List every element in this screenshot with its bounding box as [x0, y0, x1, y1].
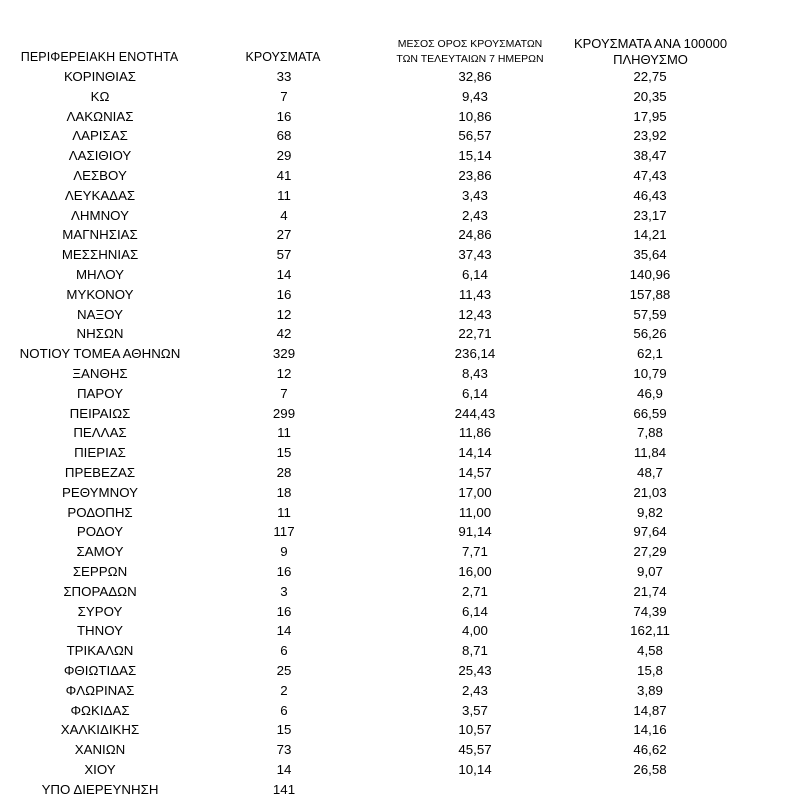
- cases-cell: 4: [280, 207, 288, 223]
- average-cell: 10,57: [458, 722, 492, 738]
- per-100000-cell: 9,82: [637, 504, 663, 520]
- per-100000-cell: 48,7: [637, 464, 663, 480]
- average-cell: 10,86: [458, 108, 492, 124]
- per-100000-cell: 23,92: [633, 128, 667, 144]
- table-row: [0, 266, 807, 286]
- cases-cell: 12: [276, 306, 292, 322]
- per-100000-cell: 56,26: [633, 326, 667, 342]
- average-cell: 6,14: [462, 385, 488, 401]
- column-header-region: ΠΕΡΙΦΕΡΕΙΑΚΗ ΕΝΟΤΗΤΑ: [20, 50, 179, 64]
- region-cell: ΚΩ: [90, 88, 110, 104]
- table-row: [0, 127, 807, 147]
- table-row: [0, 563, 807, 583]
- average-cell: 25,43: [458, 662, 492, 678]
- per-100000-cell: 66,59: [633, 405, 667, 421]
- region-cell: ΠΕΛΛΑΣ: [73, 425, 127, 441]
- cases-cell: 12: [276, 365, 292, 381]
- cases-cell: 6: [280, 702, 288, 718]
- average-cell: 45,57: [458, 742, 492, 758]
- region-cell: ΦΛΩΡΙΝΑΣ: [65, 682, 135, 698]
- table-row: [0, 464, 807, 484]
- region-cell: ΦΘΙΩΤΙΔΑΣ: [63, 662, 137, 678]
- cases-cell: 28: [276, 464, 292, 480]
- average-cell: 56,57: [458, 128, 492, 144]
- average-cell: 2,43: [462, 207, 488, 223]
- cases-cell: 11: [277, 425, 291, 441]
- table-body: [0, 68, 807, 800]
- average-cell: 23,86: [458, 167, 492, 183]
- cases-cell: 16: [276, 603, 292, 619]
- per-100000-cell: 46,43: [633, 187, 667, 203]
- column-header-cases: ΚΡΟΥΣΜΑΤΑ: [245, 50, 321, 64]
- average-cell: 4,00: [462, 623, 488, 639]
- region-cell: ΝΟΤΙΟΥ ΤΟΜΕΑ ΑΘΗΝΩΝ: [19, 346, 181, 362]
- region-cell: ΛΕΣΒΟΥ: [73, 167, 127, 183]
- per-100000-cell: 14,87: [633, 702, 667, 718]
- table-row: [0, 702, 807, 722]
- cases-cell: 15: [276, 722, 292, 738]
- per-100000-cell: 57,59: [633, 306, 667, 322]
- region-cell: ΠΙΕΡΙΑΣ: [74, 445, 126, 461]
- per-100000-cell: 157,88: [629, 286, 671, 302]
- per-100000-cell: 46,62: [633, 742, 667, 758]
- cases-cell: 33: [276, 69, 292, 84]
- per-100000-cell: 97,64: [633, 524, 667, 540]
- table-row: [0, 68, 807, 88]
- per-100000-cell: 7,88: [637, 425, 663, 441]
- region-cell: ΧΑΝΙΩΝ: [74, 742, 126, 758]
- column-header-per-100000-line2: ΠΛΗΘΥΣΜΟ: [613, 52, 688, 67]
- cases-cell: 14: [276, 266, 292, 282]
- table-header: [0, 0, 807, 68]
- per-100000-cell: 74,39: [633, 603, 667, 619]
- table-row: [0, 543, 807, 563]
- region-cell: ΜΑΓΝΗΣΙΑΣ: [62, 227, 138, 243]
- cases-cell: 117: [273, 524, 295, 540]
- average-cell: 14,57: [458, 464, 492, 480]
- column-header-7day-average: [375, 37, 565, 67]
- region-cell: ΞΑΝΘΗΣ: [72, 365, 128, 381]
- per-100000-cell: 26,58: [633, 761, 667, 777]
- cases-cell: 14: [276, 623, 292, 639]
- average-cell: 10,14: [458, 761, 492, 777]
- region-cell: ΛΗΜΝΟΥ: [71, 207, 129, 223]
- table-row: [0, 88, 807, 108]
- per-100000-cell: 11,84: [633, 445, 667, 461]
- region-cell: ΜΥΚΟΝΟΥ: [66, 286, 134, 302]
- region-cell: ΧΙΟΥ: [84, 761, 116, 777]
- per-100000-cell: 22,75: [633, 69, 667, 84]
- table-row: [0, 306, 807, 326]
- average-cell: 17,00: [458, 484, 492, 500]
- cases-cell: 18: [276, 484, 292, 500]
- per-100000-cell: 140,96: [629, 266, 671, 282]
- region-cell: ΦΩΚΙΔΑΣ: [70, 702, 130, 718]
- table-row: [0, 147, 807, 167]
- average-cell: 7,71: [462, 544, 488, 560]
- region-cell: ΡΟΔΟΠΗΣ: [67, 504, 133, 520]
- table-row: [0, 444, 807, 464]
- average-cell: 6,14: [462, 603, 488, 619]
- cases-cell: 27: [276, 227, 292, 243]
- region-cell: ΡΕΘΥΜΝΟΥ: [62, 484, 138, 500]
- table-row: [0, 741, 807, 761]
- region-cell: ΣΠΟΡΑΔΩΝ: [63, 583, 137, 599]
- cases-cell: 16: [276, 563, 292, 579]
- region-cell: ΜΕΣΣΗΝΙΑΣ: [61, 247, 139, 263]
- table-row: [0, 345, 807, 365]
- column-header-7day-average-line1: ΜΕΣΟΣ ΟΡΟΣ ΚΡΟΥΣΜΑΤΩΝ: [397, 38, 543, 50]
- region-cell: ΛΑΣΙΘΙΟΥ: [68, 148, 132, 164]
- table-row: [0, 207, 807, 227]
- table-row: [0, 108, 807, 128]
- region-cell: ΠΡΕΒΕΖΑΣ: [64, 464, 136, 480]
- average-cell: 3,43: [462, 187, 488, 203]
- per-100000-cell: 14,16: [633, 722, 667, 738]
- table-row: [0, 583, 807, 603]
- per-100000-cell: 10,79: [633, 365, 667, 381]
- region-cell: ΝΗΣΩΝ: [76, 326, 124, 342]
- table-row: [0, 385, 807, 405]
- column-header-per-100000-line1: ΚΡΟΥΣΜΑΤΑ ΑΝΑ 100000: [573, 36, 728, 51]
- table-row: [0, 504, 807, 524]
- cases-cell: 11: [277, 504, 291, 520]
- per-100000-cell: 38,47: [633, 148, 667, 164]
- average-cell: 14,14: [458, 445, 492, 461]
- cases-cell: 73: [276, 742, 292, 758]
- cases-cell: 299: [272, 405, 296, 421]
- cases-cell: 7: [280, 385, 288, 401]
- table-row: [0, 187, 807, 207]
- cases-cell: 42: [276, 326, 292, 342]
- cases-cell: 16: [276, 286, 292, 302]
- per-100000-cell: 62,1: [637, 346, 663, 362]
- cases-cell: 6: [280, 643, 288, 659]
- region-cell: ΛΑΡΙΣΑΣ: [72, 128, 128, 144]
- cases-cell: 9: [280, 544, 288, 560]
- average-cell: 91,14: [458, 524, 492, 540]
- table-row: [0, 523, 807, 543]
- table-row: [0, 603, 807, 623]
- per-100000-cell: 21,74: [633, 583, 667, 599]
- per-100000-cell: 23,17: [633, 207, 667, 223]
- average-cell: 11,43: [458, 286, 492, 302]
- per-100000-cell: 15,8: [637, 662, 663, 678]
- region-cell: ΧΑΛΚΙΔΙΚΗΣ: [60, 722, 140, 738]
- table-row: [0, 167, 807, 187]
- column-header-7day-average-line2: ΤΩΝ ΤΕΛΕΥΤΑΙΩΝ 7 ΗΜΕΡΩΝ: [396, 53, 544, 65]
- per-100000-cell: 47,43: [633, 167, 667, 183]
- region-cell: ΜΗΛΟΥ: [75, 266, 125, 282]
- table-row: [0, 405, 807, 425]
- cases-cell: 29: [276, 148, 292, 164]
- average-cell: 8,71: [462, 643, 488, 659]
- table-row: [0, 781, 807, 800]
- average-cell: 9,43: [462, 88, 488, 104]
- cases-cell: 41: [276, 167, 292, 183]
- table-row: [0, 286, 807, 306]
- average-cell: 236,14: [454, 346, 496, 362]
- average-cell: 2,71: [462, 583, 488, 599]
- average-cell: 37,43: [458, 247, 492, 263]
- cases-cell: 3: [280, 583, 288, 599]
- region-cell: ΤΡΙΚΑΛΩΝ: [66, 643, 134, 659]
- average-cell: 11,86: [458, 425, 492, 441]
- average-cell: 6,14: [462, 266, 488, 282]
- table-row: [0, 682, 807, 702]
- cases-cell: 68: [276, 128, 292, 144]
- region-cell: ΣΕΡΡΩΝ: [72, 563, 128, 579]
- average-cell: 2,43: [462, 682, 488, 698]
- per-100000-cell: 21,03: [633, 484, 667, 500]
- table-row: [0, 325, 807, 345]
- per-100000-cell: 17,95: [633, 108, 667, 124]
- per-100000-cell: 35,64: [633, 247, 667, 263]
- table-row: [0, 365, 807, 385]
- region-cell: ΚΟΡΙΝΘΙΑΣ: [63, 69, 137, 84]
- cases-cell: 15: [276, 445, 292, 461]
- average-cell: 3,57: [462, 702, 488, 718]
- table-row: [0, 226, 807, 246]
- average-cell: 16,00: [458, 563, 492, 579]
- table-row: [0, 484, 807, 504]
- cases-cell: 329: [272, 346, 296, 362]
- cases-cell: 25: [276, 662, 292, 678]
- region-cell: ΛΑΚΩΝΙΑΣ: [66, 108, 134, 124]
- cases-cell: 57: [276, 247, 292, 263]
- average-cell: 22,71: [458, 326, 492, 342]
- per-100000-cell: 162,11: [630, 623, 670, 639]
- cases-cell: 2: [280, 682, 288, 698]
- average-cell: 32,86: [458, 69, 492, 84]
- per-100000-cell: 4,58: [637, 643, 663, 659]
- table-row: [0, 721, 807, 741]
- cases-cell: 16: [276, 108, 292, 124]
- region-cell: ΥΠΟ ΔΙΕΡΕΥΝΗΣΗ: [41, 781, 159, 797]
- cases-cell: 11: [277, 187, 291, 203]
- cases-cell: 14: [276, 761, 292, 777]
- average-cell: 244,43: [454, 405, 496, 421]
- region-cell: ΣΑΜΟΥ: [76, 544, 124, 560]
- region-cell: ΛΕΥΚΑΔΑΣ: [64, 187, 136, 203]
- average-cell: 11,00: [458, 504, 492, 520]
- table-row: [0, 662, 807, 682]
- column-header-per-100000: [548, 36, 753, 68]
- region-cell: ΠΑΡΟΥ: [76, 385, 124, 401]
- table-row: [0, 424, 807, 444]
- region-cell: ΝΑΞΟΥ: [77, 306, 123, 322]
- per-100000-cell: 14,21: [633, 227, 667, 243]
- average-cell: 15,14: [458, 148, 492, 164]
- cases-cell: 141: [272, 781, 296, 797]
- table-row: [0, 622, 807, 642]
- table-row: [0, 642, 807, 662]
- per-100000-cell: 27,29: [633, 544, 667, 560]
- table-row: [0, 246, 807, 266]
- average-cell: 8,43: [462, 365, 488, 381]
- region-cell: ΤΗΝΟΥ: [76, 623, 124, 639]
- per-100000-cell: 20,35: [633, 88, 667, 104]
- region-cell: ΡΟΔΟΥ: [76, 524, 124, 540]
- average-cell: 24,86: [458, 227, 492, 243]
- table-row: [0, 761, 807, 781]
- region-cell: ΠΕΙΡΑΙΩΣ: [69, 405, 131, 421]
- per-100000-cell: 3,89: [637, 682, 663, 698]
- region-cell: ΣΥΡΟΥ: [77, 603, 123, 619]
- per-100000-cell: 46,9: [637, 385, 663, 401]
- cases-cell: 7: [280, 88, 288, 104]
- average-cell: 12,43: [458, 306, 492, 322]
- per-100000-cell: 9,07: [637, 563, 663, 579]
